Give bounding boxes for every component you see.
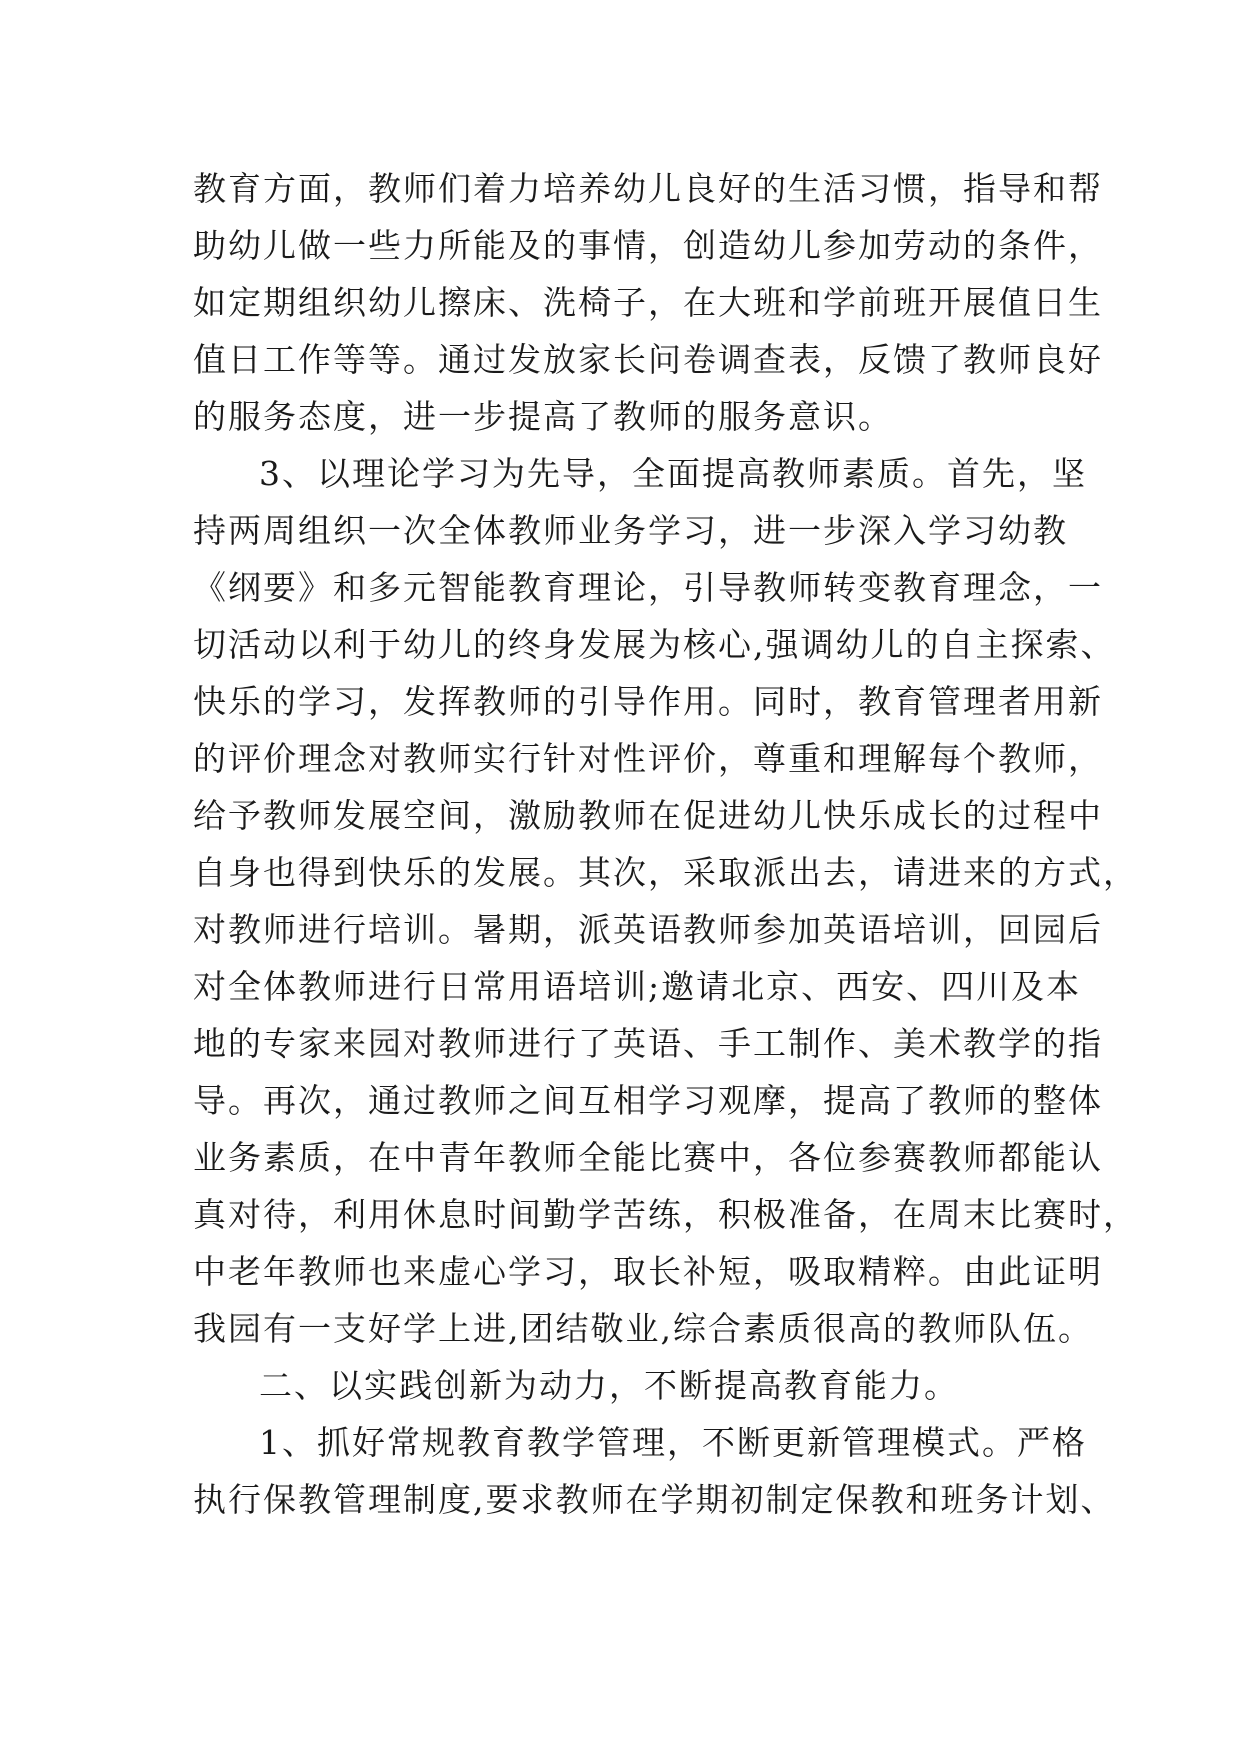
text-line: 二、以实践创新为动力，不断提高教育能力。 xyxy=(259,1366,959,1405)
text-line: 自身也得到快乐的发展。其次，采取派出去，请进来的方式， xyxy=(193,853,1138,892)
text-line: 对教师进行培训。暑期，派英语教师参加英语培训，回园后 xyxy=(193,910,1103,949)
text-line: 中老年教师也来虚心学习，取长补短，吸取精粹。由此证明 xyxy=(193,1252,1103,1291)
text-line: 持两周组织一次全体教师业务学习，进一步深入学习幼教 xyxy=(193,511,1068,550)
text-line: 的评价理念对教师实行针对性评价，尊重和理解每个教师， xyxy=(193,739,1103,778)
text-line: 对全体教师进行日常用语培训;邀请北京、西安、四川及本 xyxy=(193,967,1082,1006)
text-line: 我园有一支好学上进,团结敬业,综合素质很高的教师队伍。 xyxy=(193,1309,1093,1348)
text-line: 导。再次，通过教师之间互相学习观摩，提高了教师的整体 xyxy=(193,1081,1103,1120)
text-line: 如定期组织幼儿擦床、洗椅子，在大班和学前班开展值日生 xyxy=(193,283,1103,322)
text-line: 真对待，利用休息时间勤学苦练，积极准备，在周末比赛时， xyxy=(193,1195,1138,1234)
text-line: 教育方面，教师们着力培养幼儿良好的生活习惯，指导和帮 xyxy=(193,169,1103,208)
text-line: 3、以理论学习为先导，全面提高教师素质。首先，坚 xyxy=(259,454,1087,493)
text-line: 给予教师发展空间，激励教师在促进幼儿快乐成长的过程中 xyxy=(193,796,1103,835)
text-line: 的服务态度，进一步提高了教师的服务意识。 xyxy=(193,397,893,436)
text-line: 1、抓好常规教育教学管理，不断更新管理模式。严格 xyxy=(259,1423,1087,1462)
text-line: 执行保教管理制度,要求教师在学期初制定保教和班务计划、 xyxy=(193,1480,1116,1519)
body-text xyxy=(193,160,1138,1528)
text-line: 助幼儿做一些力所能及的事情，创造幼儿参加劳动的条件， xyxy=(193,226,1103,265)
text-line: 值日工作等等。通过发放家长问卷调查表，反馈了教师良好 xyxy=(193,340,1103,379)
text-line: 《纲要》和多元智能教育理论，引导教师转变教育理念，一 xyxy=(193,568,1103,607)
text-line: 切活动以利于幼儿的终身发展为核心,强调幼儿的自主探索、 xyxy=(193,625,1116,664)
text-line: 快乐的学习，发挥教师的引导作用。同时，教育管理者用新 xyxy=(193,682,1103,721)
text-line: 地的专家来园对教师进行了英语、手工制作、美术教学的指 xyxy=(193,1024,1103,1063)
text-line: 业务素质，在中青年教师全能比赛中，各位参赛教师都能认 xyxy=(193,1138,1103,1177)
